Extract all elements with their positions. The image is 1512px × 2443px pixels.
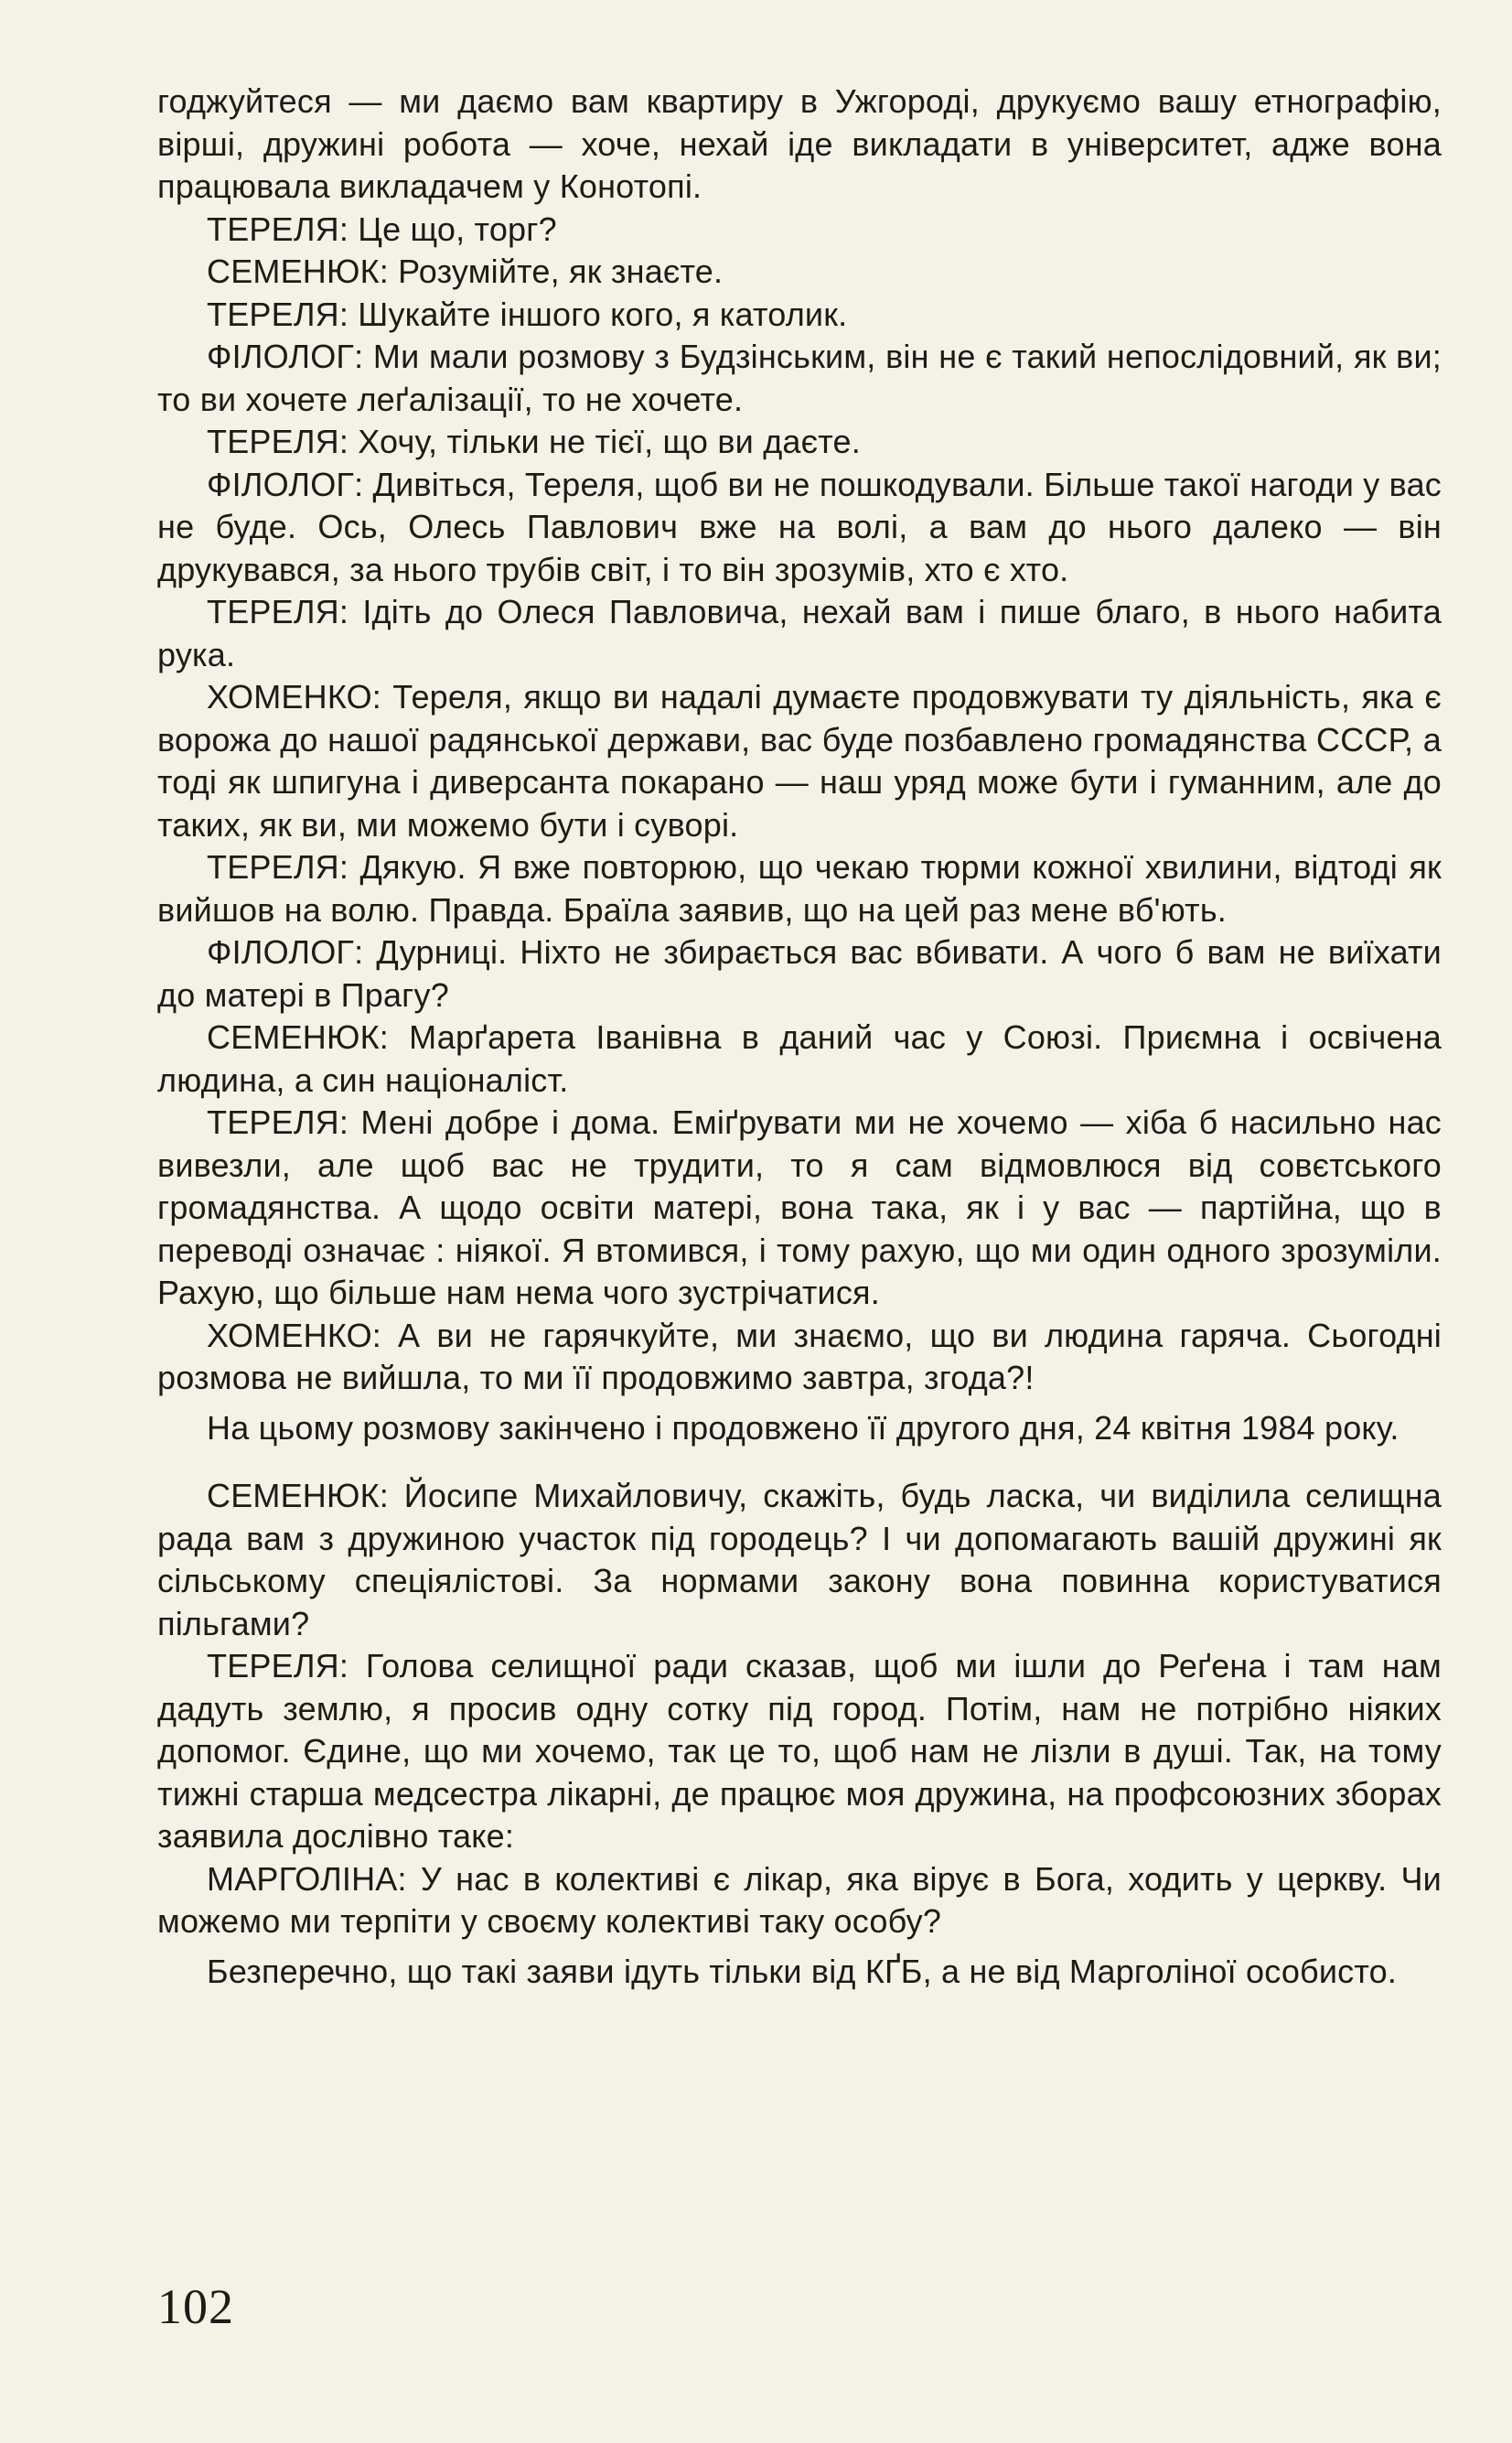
dialogue-line: СЕМЕНЮК: Розумійте, як знаєте. [207,253,724,290]
dialogue-line: ХОМЕНКО: А ви не гарячкуйте, ми знаємо, що ви людина гаряча. Сьогодні розмова не вийшла, то ми її продовжимо завтра, згода?! [157,1316,1442,1396]
dialogue-line: МАРГОЛІНА: У нас в колективі є лікар, яка вірує в Бога, ходить у церкву. Чи можемо ми терпіти у своєму колективі таку особу? [157,1859,1442,1940]
dialogue-line: ТЕРЕЛЯ: Мені добре і дома. Еміґрувати ми не хочемо — хіба б насильно нас вивезли, але щоб вас не трудити, то я сам відмовлюся від совєтського громадянства. А щодо освіти матері, вона така, як і у вас — партійна, що в переводі означає : ніякої. Я втомився, і тому рахую, що ми один одного зрозуміли. Рахую, що більше нам нема чого зустрічатися. [157,1103,1442,1311]
narration-paragraph: Безперечно, що такі заяви ідуть тільки від КҐБ, а не від Марголіної особисто. [207,1952,1398,1990]
dialogue-line: ТЕРЕЛЯ: Хочу, тільки не тієї, що ви даєте. [207,423,861,460]
dialogue-line: ФІЛОЛОГ: Дурниці. Ніхто не збирається вас вбивати. А чого б вам не виїхати до матері в Прагу? [157,933,1442,1014]
dialogue-line: ФІЛОЛОГ: Дивіться, Тереля, щоб ви не пошкодували. Більше такої нагоди у вас не буде. Ось, Олесь Павлович вже на волі, а вам до нього далеко — він друкувався, за нього трубів світ, і то він зрозумів, хто є хто. [157,465,1442,588]
narration-paragraph: На цьому розмову закінчено і продовжено її другого дня, 24 квітня 1984 року. [207,1408,1399,1447]
dialogue-line: ТЕРЕЛЯ: Голова селищної ради сказав, щоб ми ішли до Реґена і там нам дадуть землю, я просив одну сотку під город. Потім, нам не потрібно ніяких допомог. Єдине, що ми хочемо, так це то, щоб нам не лізли в душі. Так, на тому тижні старша медсестра лікарні, де працює моя дружина, на профсоюзних зборах заявила дослівно таке: [157,1647,1442,1855]
dialogue-line: ТЕРЕЛЯ: Це що, торг? [207,210,557,248]
dialogue-line: СЕМЕНЮК: Марґарета Іванівна в даний час у Союзі. Приємна і освічена людина, а син націоналіст. [157,1018,1442,1099]
dialogue-line: ТЕРЕЛЯ: Шукайте іншого кого, я католик. [207,295,848,333]
dialogue-line: ТЕРЕЛЯ: Ідіть до Олеся Павловича, нехай вам і пише благо, в нього набита рука. [157,593,1442,673]
dialogue-line: ТЕРЕЛЯ: Дякую. Я вже повторюю, що чекаю тюрми кожної хвилини, відтоді як вийшов на волю. Правда. Браїла заявив, що на цей раз мене вб'ють. [157,848,1442,929]
dialogue-line: СЕМЕНЮК: Йосипе Михайловичу, скажіть, будь ласка, чи виділила селищна рада вам з дружиною участок під городець? І чи допомагають вашій дружині як сільському спеціялістові. За нормами закону вона повинна користуватися пільгами? [157,1477,1442,1642]
paragraph: годжуйтеся — ми даємо вам квартиру в Ужгороді, друкуємо вашу етнографію, вірші, дружині робота — хоче, нехай іде викладати в університет, адже вона працювала викладачем у Конотопі. [157,82,1442,205]
dialogue-line: ХОМЕНКО: Тереля, якщо ви надалі думаєте продовжувати ту діяльність, яка є ворожа до нашої радянської держави, вас буде позбавлено громадянства СССР, а тоді як шпигуна і диверсанта покарано — наш уряд може бути і гуманним, але до таких, як ви, ми можемо бути і суворі. [157,678,1442,844]
page-number: 102 [157,2279,234,2334]
page-body-text [157,81,1442,1993]
dialogue-line: ФІЛОЛОГ: Ми мали розмову з Будзінським, він не є такий непослідовний, як ви; то ви хочете леґалізації, то не хочете. [157,338,1442,418]
